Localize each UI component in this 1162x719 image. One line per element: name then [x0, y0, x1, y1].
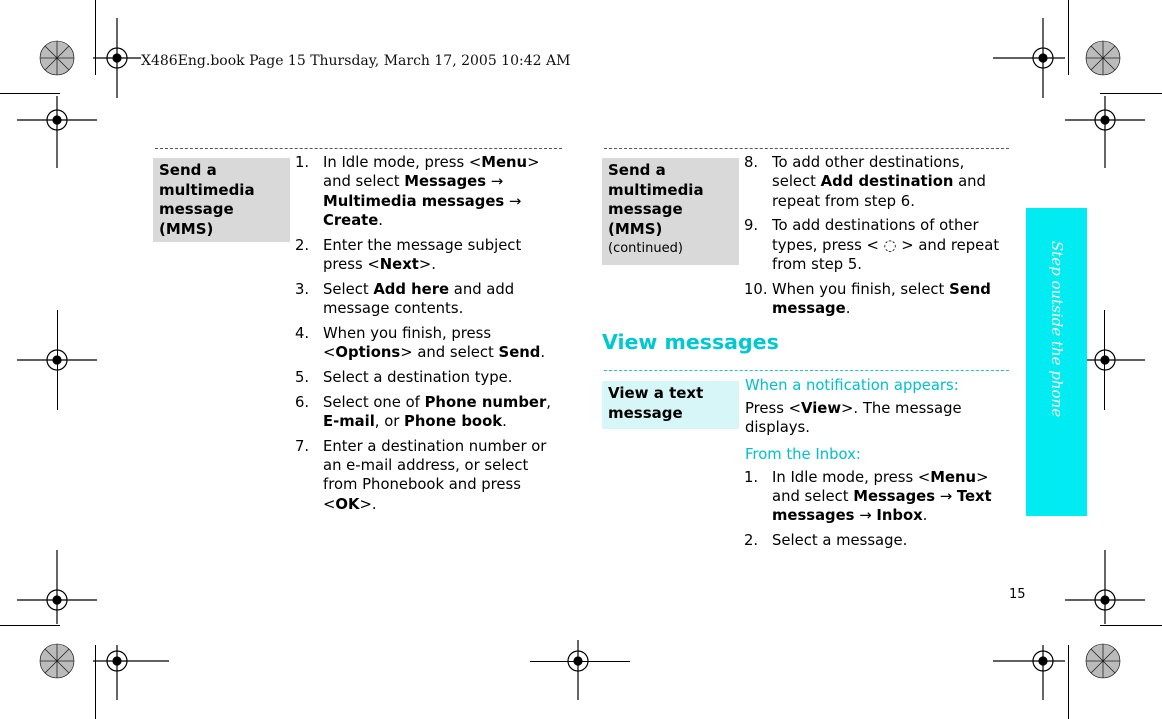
step-item [295, 280, 557, 319]
step-text: To add destinations of other types, press < ◌ > and repeat from step 5. [772, 217, 1000, 273]
step-number: 8. [744, 154, 759, 171]
step-number: 7. [295, 437, 310, 455]
section-label-box [153, 158, 290, 242]
registration-target-icon [17, 96, 97, 168]
continued-label: (continued) [608, 241, 683, 256]
step-text: Enter a destination number or an e-mail address, or select from Phonebook and press <OK>. [323, 437, 547, 513]
step-item [295, 437, 557, 514]
section-label: View a text message [608, 384, 704, 422]
section-label: Send a multimedia message (MMS) [608, 161, 704, 238]
step-text: Select Add here and add message contents. [323, 280, 515, 318]
section-heading: View messages [602, 330, 779, 354]
subheading: When a notification appears: [745, 377, 959, 394]
step-number: 4. [295, 324, 310, 342]
section-label-box [602, 381, 739, 429]
step-number: 9. [744, 217, 759, 235]
step-text: Select a destination type. [323, 368, 513, 386]
step-item [295, 368, 557, 387]
step-item [744, 153, 1006, 211]
side-tab [1026, 208, 1087, 516]
step-item [744, 468, 1006, 526]
registration-target-icon [568, 640, 588, 700]
starburst-rays-icon [40, 41, 1120, 678]
registration-target-icon [93, 645, 169, 700]
registration-target-icon [17, 550, 97, 624]
step-text: To add other destinations, select Add destination and repeat from step 6. [772, 154, 986, 210]
registration-target-icon [993, 645, 1065, 700]
step-list [744, 468, 1006, 551]
step-number: 2. [744, 531, 759, 549]
step-number: 1. [744, 468, 759, 486]
step-number: 10. [744, 280, 768, 298]
registration-target-icon [1065, 550, 1145, 624]
registration-target-icon [993, 18, 1065, 98]
step-list [744, 153, 1006, 324]
paragraph: Press <View>. The message displays. [745, 400, 962, 437]
step-item [295, 393, 557, 432]
step-item [295, 324, 557, 363]
step-number: 2. [295, 236, 310, 254]
step-item [295, 153, 557, 230]
step-number: 6. [295, 393, 310, 411]
step-text: When you finish, select Send message. [772, 280, 991, 318]
step-text: Enter the message subject press <Next>. [323, 236, 522, 273]
view-content [745, 377, 1007, 556]
starburst-icon [40, 41, 1120, 678]
section-divider [155, 148, 562, 149]
print-header: X486Eng.book Page 15 Thursday, March 17, 2005 10:42 AM [141, 53, 571, 69]
side-tab-label: Step outside the phone [1047, 240, 1066, 418]
page-number: 15 [1009, 587, 1026, 602]
step-number: 5. [295, 368, 310, 386]
step-text: In Idle mode, press <Menu> and select Messages → Multimedia messages → Create. [323, 154, 540, 229]
step-item [295, 236, 557, 275]
step-text: Select one of Phone number, E-mail, or Phone book. [323, 393, 551, 431]
section-divider [604, 148, 1009, 149]
registration-target-icon [17, 350, 97, 370]
section-label: Send a multimedia message (MMS) [159, 161, 255, 238]
step-item [744, 531, 1006, 550]
step-item [744, 280, 1006, 319]
section-label-box [602, 158, 739, 265]
step-item [744, 216, 1006, 274]
subheading: From the Inbox: [745, 445, 861, 463]
section-divider [604, 370, 1009, 371]
step-number: 1. [295, 154, 310, 171]
step-text: Select a message. [772, 531, 908, 549]
registration-target-icon [93, 18, 141, 98]
step-list [295, 153, 557, 520]
step-number: 3. [295, 280, 310, 298]
registration-target-icon [1065, 96, 1145, 168]
step-text: In Idle mode, press <Menu> and select Messages → Text messages → Inbox. [772, 468, 992, 525]
step-text: When you finish, press <Options> and select Send. [323, 324, 546, 362]
